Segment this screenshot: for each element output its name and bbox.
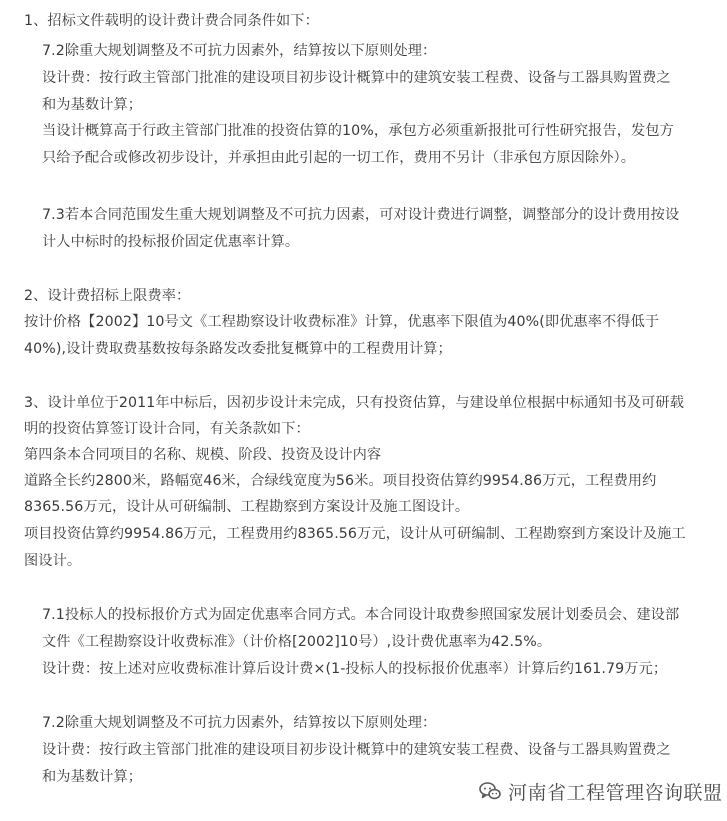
paragraph-line: 当设计概算高于行政主管部门批准的投资估算的10%，承包方必须重新报批可行性研究报告，发包方 <box>42 123 674 139</box>
section-heading-2: 2、设计费招标上限费率： <box>24 288 191 304</box>
paragraph-line: 图设计。 <box>24 553 82 569</box>
paragraph-line: 设计费：按上述对应收费标准计算后设计费×(1-投标人的投标报价优惠率）计算后约161.79万元； <box>42 661 668 677</box>
paragraph-line: 和为基数计算； <box>42 97 143 113</box>
paragraph-line: 40%),设计费取费基数按每条路发改委批复概算中的工程费用计算； <box>24 341 452 357</box>
paragraph-line: 第四条本合同项目的名称、规模、阶段、投资及设计内容 <box>24 447 382 463</box>
paragraph-line: 道路全长约2800米，路幅宽46米，合绿线宽度为56米。项目投资估算约9954.86万元，工程费用约 <box>24 473 657 489</box>
paragraph-line: 文件《工程勘察设计收费标准》（计价格[2002]10号）,设计费优惠率为42.5%。 <box>42 634 552 650</box>
paragraph-line: 明的投资估算签订设计合同，有关条款如下： <box>24 421 310 437</box>
wechat-icon <box>478 779 502 803</box>
clause-7-1-line: 7.1投标人的投标报价方式为固定优惠率合同方式。本合同设计取费参照国家发展计划委员会、建设部 <box>42 607 680 623</box>
watermark-text: 河南省工程管理咨询联盟 <box>508 781 723 804</box>
paragraph-line: 8365.56万元，设计从可研编制、工程勘察到方案设计及施工图设计。 <box>24 499 470 515</box>
account-watermark <box>478 775 727 807</box>
clause-7-2-heading: 7.2除重大规划调整及不可抗力因素外，结算按以下原则处理： <box>42 715 437 731</box>
paragraph-line: 设计费：按行政主管部门批准的建设项目初步设计概算中的建筑安装工程费、设备与工器具购置费之 <box>42 742 671 758</box>
paragraph-line: 和为基数计算； <box>42 769 143 785</box>
clause-7-2-heading: 7.2除重大规划调整及不可抗力因素外，结算按以下原则处理： <box>42 43 437 59</box>
paragraph-line: 只给予配合或修改初步设计，并承担由此引起的一切工作，费用不另计（非承包方原因除外）。 <box>42 150 635 166</box>
clause-7-3-line: 7.3若本合同范围发生重大规划调整及不可抗力因素，可对设计费进行调整，调整部分的设计费用按设 <box>42 207 680 223</box>
paragraph-line: 项目投资估算约9954.86万元，工程费用约8365.56万元，设计从可研编制、工程勘察到方案设计及施工 <box>24 526 686 542</box>
paragraph-line: 设计费：按行政主管部门批准的建设项目初步设计概算中的建筑安装工程费、设备与工器具购置费之 <box>42 70 671 86</box>
paragraph-line: 计人中标时的投标报价固定优惠率计算。 <box>42 234 300 250</box>
section-heading-1: 1、招标文件载明的设计费计费合同条件如下： <box>24 13 319 29</box>
paragraph-line: 按计价格【2002】10号文《工程勘察设计收费标准》计算，优惠率下限值为40%(即优惠率不得低于 <box>24 314 660 330</box>
section-heading-3: 3、设计单位于2011年中标后，因初步设计未完成，只有投资估算，与建设单位根据中标通知书及可研载 <box>24 395 684 411</box>
